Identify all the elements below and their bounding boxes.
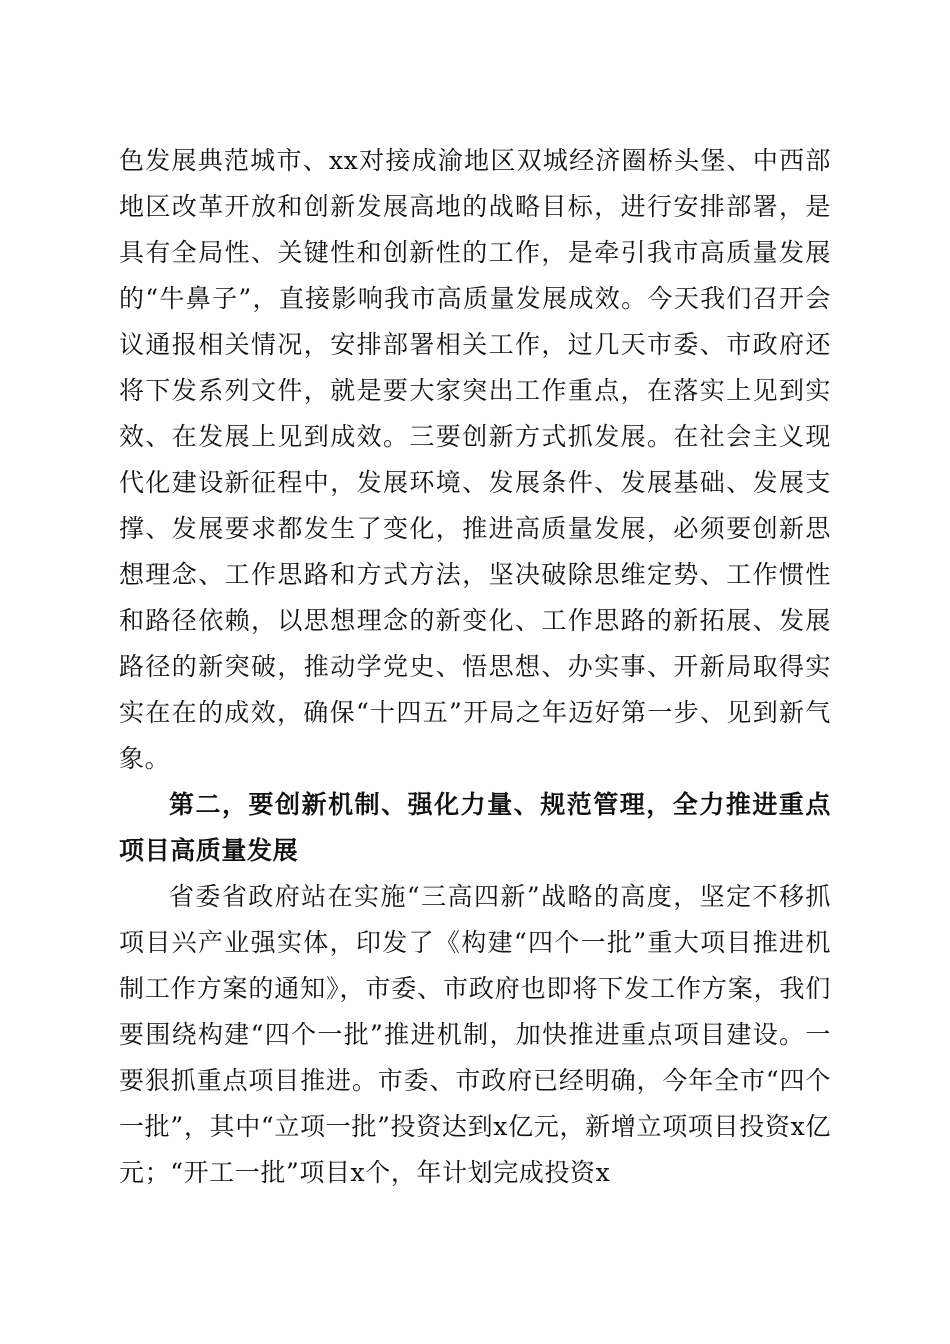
paragraph-continuation: 色发展典范城市、xx对接成渝地区双城经济圈桥头堡、中西部地区改革开放和创新发展高地的战略目标，进行安排部署，是具有全局性、关键性和创新性的工作，是牵引我市高质量发展的“牛鼻子”，直接影响我市高质量发展成效。今天我们召开会议通报相关情况，安排部署相关工作，过几天市委、市政府还将下发系列文件，就是要大家突出工作重点，在落实上见到实效、在发展上见到成效。三要创新方式抓发展。在社会主义现代化建设新征程中，发展环境、发展条件、发展基础、发展支撑、发展要求都发生了变化，推进高质量发展，必须要创新思想理念、工作思路和方式方法，坚决破除思维定势、工作惯性和路径依赖，以思想理念的新变化、工作思路的新拓展、发展路径的新突破，推动学党史、悟思想、办实事、开新局取得实实在在的成效，确保“十四五”开局之年迈好第一步、见到新气象。 [119, 146, 831, 773]
section-heading: 第二，要创新机制、强化力量、规范管理，全力推进重点项目高质量发展 [119, 790, 831, 865]
paragraph-body: 省委省政府站在实施“三高四新”战略的高度，坚定不移抓项目兴产业强实体，印发了《构建“四个一批”重大项目推进机制工作方案的通知》，市委、市政府也即将下发工作方案，我们要围绕构建“四个一批”推进机制，加快推进重点项目建设。一要狠抓重点项目推进。市委、市政府已经明确，今年全市“四个一批”，其中“立项一批”投资达到x亿元，新增立项项目投资x亿元；“开工一批”项目x个，年计划完成投资x [119, 882, 831, 1187]
document-body [119, 138, 831, 1196]
